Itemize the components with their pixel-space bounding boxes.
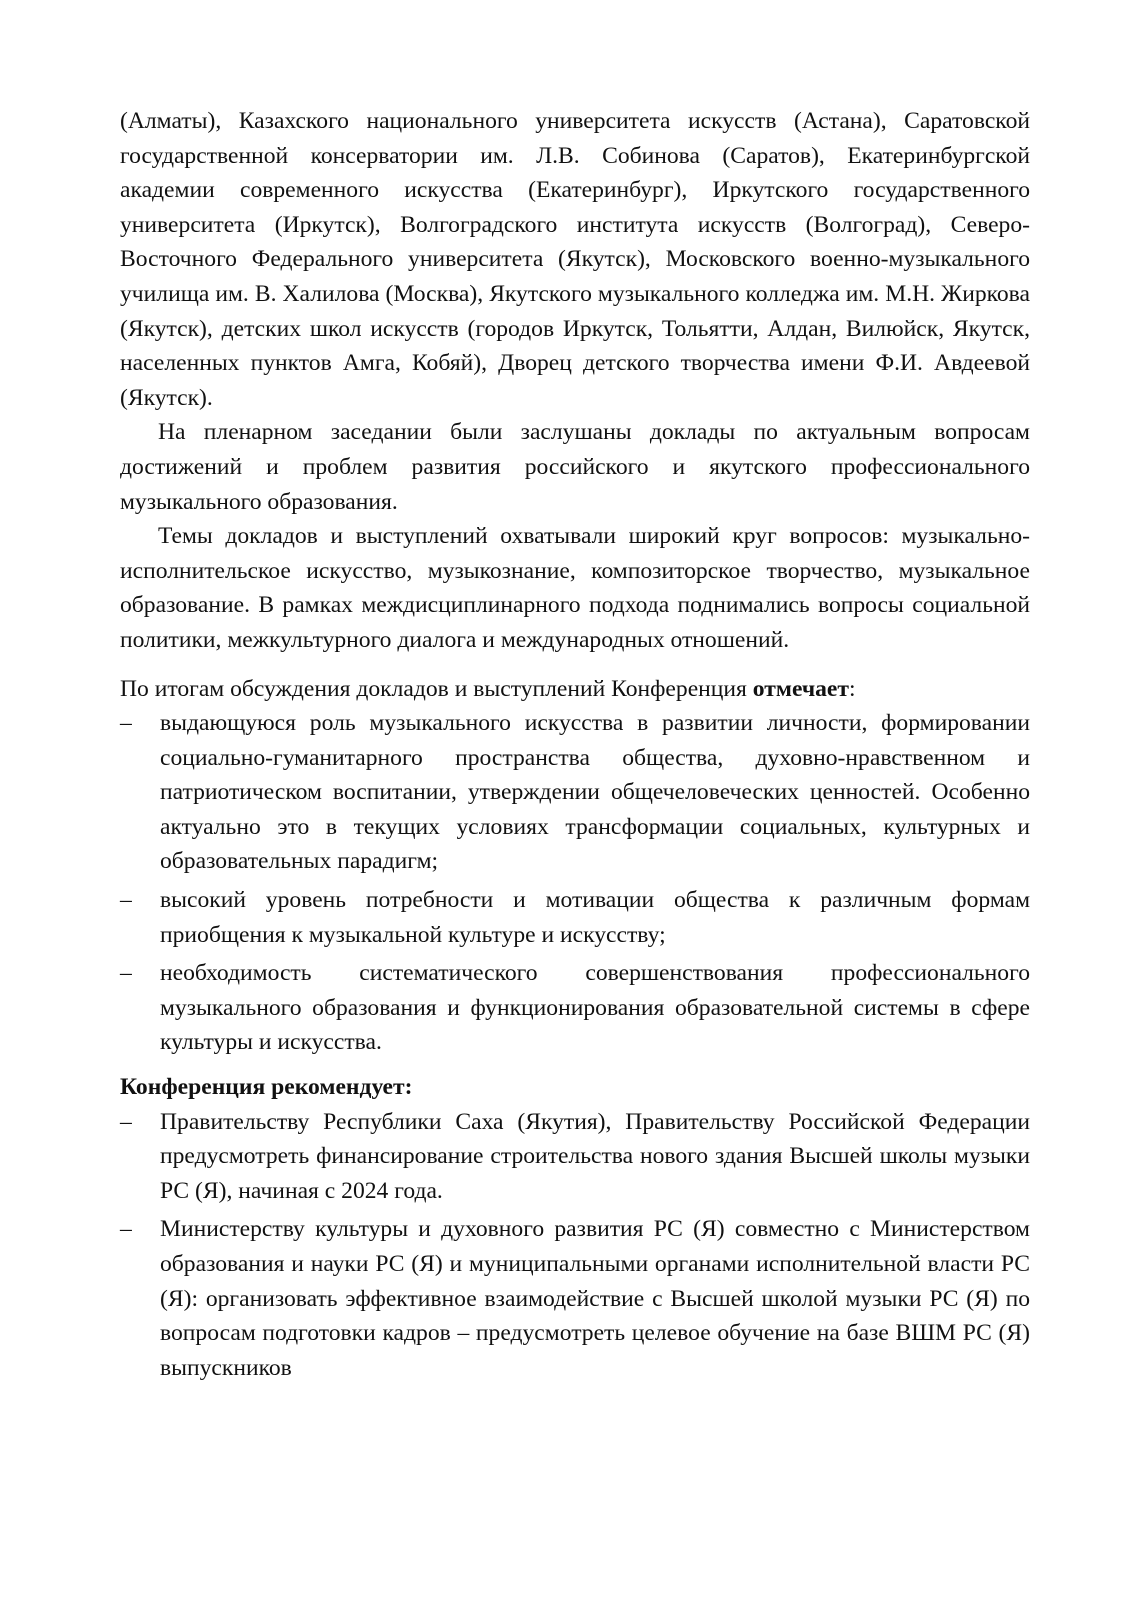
notes-intro-bold: отмечает xyxy=(752,675,849,702)
recommends-list xyxy=(120,1105,1030,1386)
paragraph-participants: (Алматы), Казахского национального университета искусств (Астана), Саратовской государственной консерватории им. Л.В. Собинова (Саратов), Екатеринбургской академии современного искусства (Екатеринбург), Иркутского государственного университета (Иркутск), Волгоградского института искусств (Волгоград), Северо-Восточного Федерального университета (Якутск), Московского военно-музыкального училища им. В. Халилова (Москва), Якутского музыкального колледжа им. М.Н. Жиркова (Якутск), детских школ искусств (городов Иркутск, Тольятти, Алдан, Вилюйск, Якутск, населенных пунктов Амга, Кобяй), Дворец детского творчества имени Ф.И. Авдеевой (Якутск). xyxy=(120,108,1030,411)
list-item xyxy=(120,706,1030,879)
notes-intro xyxy=(120,672,1030,707)
notes-intro-text: По итогам обсуждения докладов и выступлений Конференция xyxy=(120,675,753,702)
list-item xyxy=(120,956,1030,1060)
recommends-heading xyxy=(120,1070,1030,1105)
dash-marker: – xyxy=(120,1108,132,1135)
list-item xyxy=(120,1105,1030,1209)
recommends-heading-text: Конференция рекомендует: xyxy=(120,1074,413,1101)
document-page xyxy=(120,104,1030,1389)
dash-marker: – xyxy=(120,1216,132,1243)
dash-marker: – xyxy=(120,710,132,737)
paragraph-plenary: На пленарном заседании были заслушаны доклады по актуальным вопросам достижений и проблем развития российского и якутского профессионального музыкального образования. xyxy=(120,419,1030,515)
list-item xyxy=(120,1212,1030,1385)
list-item-text: Министерству культуры и духовного развития РС (Я) совместно с Министерством образования и науки РС (Я) и муниципальными органами исполнительной власти РС (Я): организовать эффективное взаимодействие с Высшей школой музыки РС (Я) по вопросам подготовки кадров – предусмотреть целевое обучение на базе ВШМ РС (Я) выпускников xyxy=(160,1216,1030,1381)
dash-marker: – xyxy=(120,887,132,914)
list-item-text: высокий уровень потребности и мотивации общества к различным формам приобщения к музыкальной культуре и искусству; xyxy=(160,887,1030,948)
list-item-text: выдающуюся роль музыкального искусства в развитии личности, формировании социально-гуманитарного пространства общества, духовно-нравственном и патриотическом воспитании, утверждении общечеловеческих ценностей. Особенно актуально это в текущих условиях трансформации социальных, культурных и образовательных парадигм; xyxy=(160,710,1030,875)
paragraph-topics: Темы докладов и выступлений охватывали широкий круг вопросов: музыкально-исполнительское искусство, музыкознание, композиторское творчество, музыкальное образование. В рамках междисциплинарного подхода поднимались вопросы социальной политики, межкультурного диалога и международных отношений. xyxy=(120,523,1030,653)
dash-marker: – xyxy=(120,960,132,987)
list-item xyxy=(120,883,1030,952)
list-item-text: Правительству Республики Саха (Якутия), Правительству Российской Федерации предусмотреть финансирование строительства нового здания Высшей школы музыки РС (Я), начиная с 2024 года. xyxy=(160,1108,1030,1204)
list-item-text: необходимость систематического совершенствования профессионального музыкального образования и функционирования образовательной системы в сфере культуры и искусства. xyxy=(160,960,1030,1056)
notes-list xyxy=(120,706,1030,1060)
notes-intro-end: : xyxy=(849,675,856,702)
